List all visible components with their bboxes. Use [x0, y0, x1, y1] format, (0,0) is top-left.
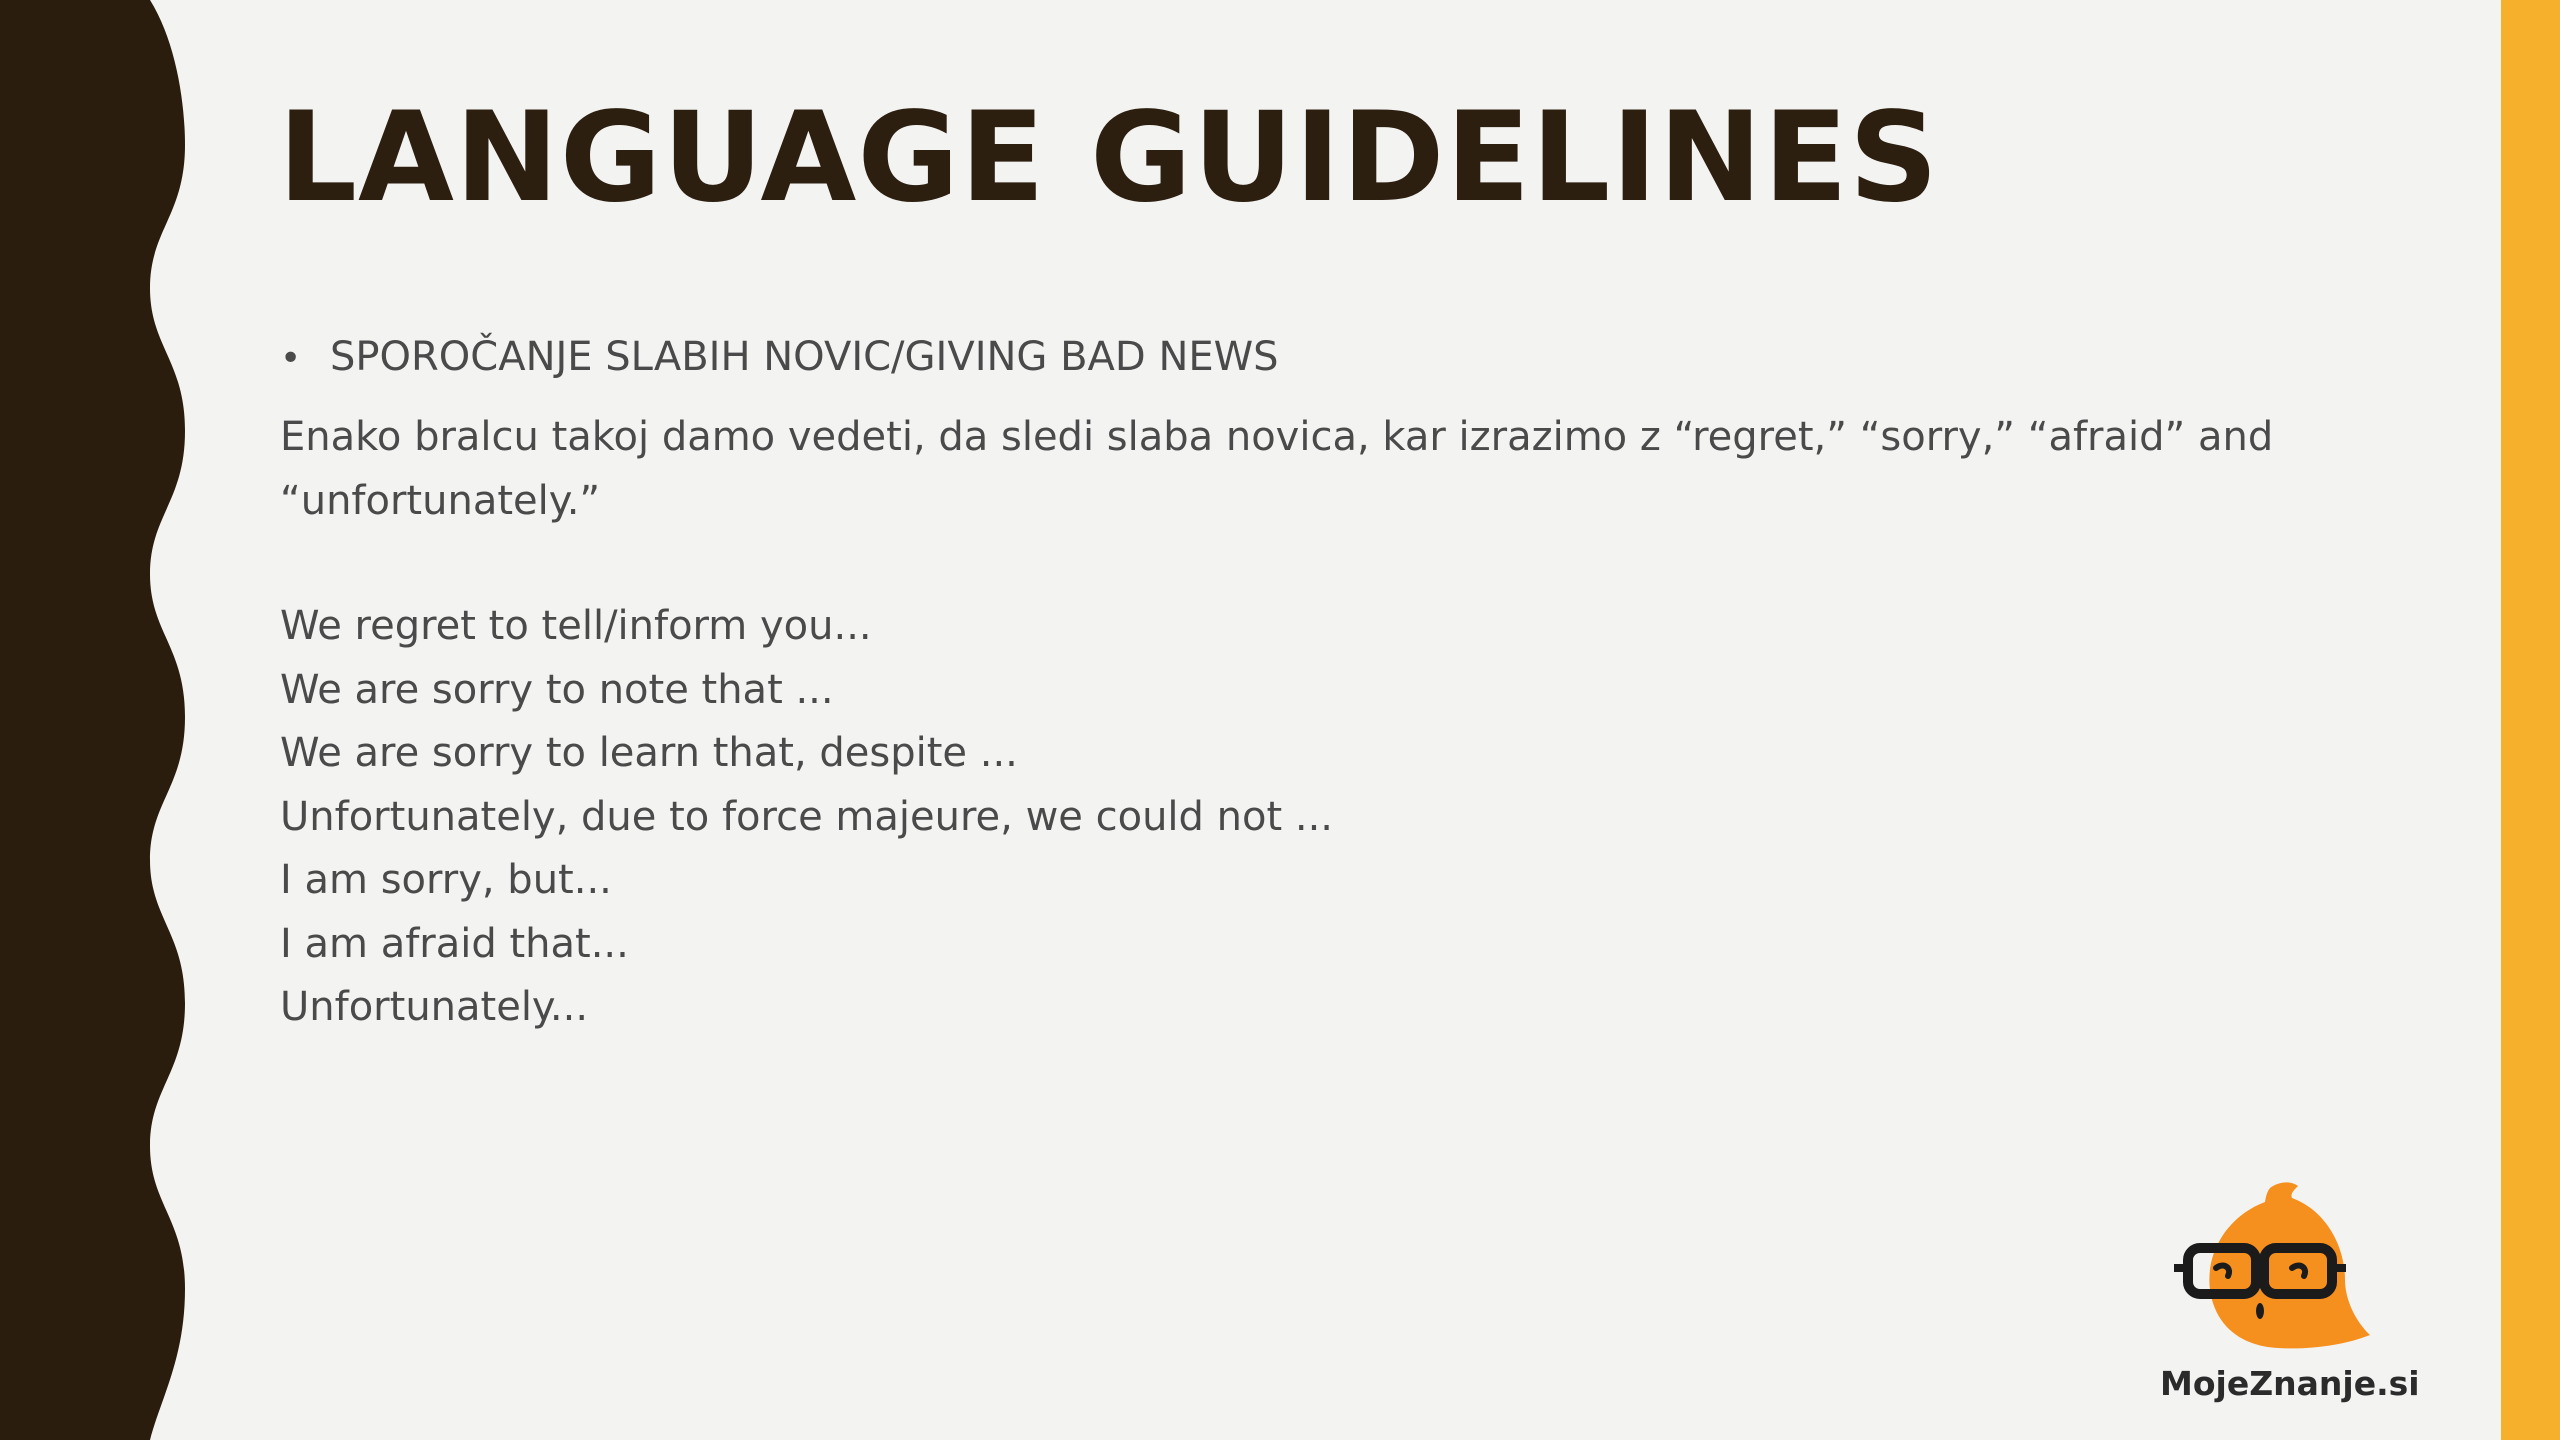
right-accent-bar [2501, 0, 2560, 1440]
bullet-dot-icon: • [280, 338, 302, 379]
bullet-heading: SPOROČANJE SLABIH NOVIC/GIVING BAD NEWS [330, 334, 1279, 380]
slide-content [280, 325, 2280, 1040]
phrase-item: We are sorry to note that ... [280, 666, 834, 713]
slide-title: LANGUAGE GUIDELINES [278, 86, 1940, 230]
phrase-item: Unfortunately, due to force majeure, we could not ... [280, 793, 1334, 840]
bullet-item [280, 325, 2280, 391]
phrase-list [280, 595, 2280, 1040]
logo-text: MojeZnanje.si [2160, 1364, 2420, 1403]
phrase-item: Unfortunately... [280, 984, 589, 1030]
phrase-item: We are sorry to learn that, despite ... [280, 730, 1018, 776]
phrase-item: I am afraid that... [280, 920, 629, 967]
phrase-item: I am sorry, but... [280, 857, 612, 903]
owl-with-glasses-icon [2160, 1180, 2390, 1360]
wavy-left-border [0, 0, 200, 1440]
phrase-item: We regret to tell/inform you... [280, 603, 872, 649]
intro-paragraph: Enako bralcu takoj damo vedeti, da sledi slaba novica, kar izrazimo z “regret,” “sorry,” “afraid” and “unfortunately.” [280, 414, 2274, 524]
mojeznanje-logo [2160, 1180, 2420, 1420]
